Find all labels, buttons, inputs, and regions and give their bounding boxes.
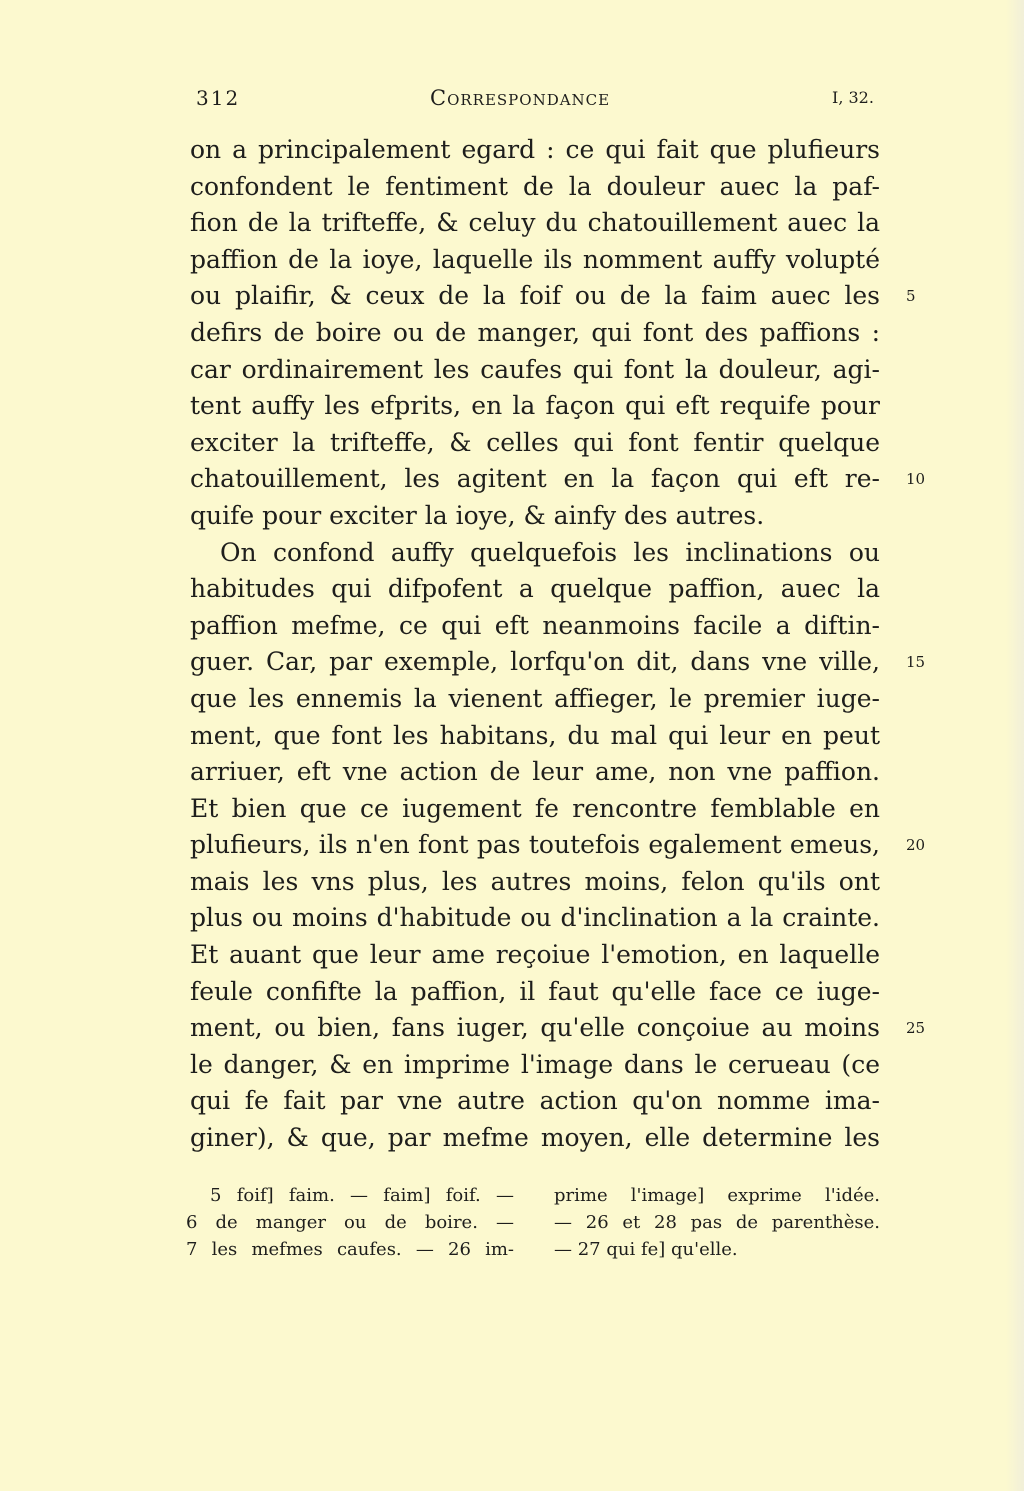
text-line-10 [190,461,926,498]
note-line: — 27 qui fe] qu'elle. [554,1239,738,1260]
line-number-5: 5 [906,287,916,306]
note-line: 5 foif] faim. — faim] foif. — [210,1185,514,1206]
section-reference: I, 32. [832,88,874,107]
note-line: 6 de manger ou de boire. — [186,1212,514,1233]
text-line: plus ou moins d'habitude ou d'inclination a la crainte. [190,903,880,933]
notes-left-column [186,1182,514,1263]
paragraph-start-line: On confond auffy quelquefois les inclinations ou [220,537,880,567]
text-line: qui fe fait par vne autre action qu'on nomme ima- [190,1086,880,1116]
page-edge [1006,0,1024,1491]
text-line: ment, que font les habitans, du mal qui leur en peut [190,720,880,750]
text-line-content: guer. Car, par exemple, lorfqu'on dit, dans vne ville, [190,647,880,677]
text-line-20 [190,827,926,864]
page-header [0,86,1024,116]
text-line-content: ment, ou bien, fans iuger, qu'elle conçoiue au moins [190,1013,880,1043]
text-line: habitudes qui difpofent a quelque paffion, auec la [190,574,880,604]
text-line: Et bien que ce iugement fe rencontre femblable en [190,793,880,823]
text-line: car ordinairement les caufes qui font la douleur, agi- [190,354,880,384]
note-line: — 26 et 28 pas de parenthèse. [554,1212,880,1233]
text-line: defirs de boire ou de manger, qui font des paffions : [190,317,880,347]
body-text [190,132,926,1157]
text-line: paffion mefme, ce qui eft neanmoins facile a diftin- [190,610,880,640]
text-line: giner), & que, par mefme moyen, elle determine les [190,1123,880,1153]
text-line: mais les vns plus, les autres moins, felon qu'ils ont [190,866,880,896]
line-number-25: 25 [906,1019,926,1038]
text-line-25 [190,1010,926,1047]
text-line: que les ennemis la vienent affieger, le premier iuge- [190,683,880,713]
text-line: quife pour exciter la ioye, & ainfy des autres. [190,500,765,530]
text-line: confondent le fentiment de la douleur auec la paf- [190,171,880,201]
text-line-5 [190,278,916,315]
running-title: Correspondance [430,86,611,110]
text-line-content: chatouillement, les agitent en la façon qui eft re- [190,464,880,494]
line-number-15: 15 [906,653,926,672]
text-line: exciter la trifteffe, & celles qui font fentir quelque [190,427,880,457]
text-line: fion de la trifteffe, & celuy du chatouillement auec la [190,208,880,238]
page-number: 312 [196,86,241,110]
text-line-content: plufieurs, ils n'en font pas toutefois egalement emeus, [190,830,880,860]
text-line: feule confifte la paffion, il faut qu'elle face ce iuge- [190,976,880,1006]
text-line: arriuer, eft vne action de leur ame, non vne paffion. [190,757,880,787]
text-line-15 [190,644,926,681]
notes-right-column [554,1182,880,1263]
text-line: paffion de la ioye, laquelle ils nomment auffy volupté [190,244,880,274]
note-line: prime l'image] exprime l'idée. [554,1185,880,1206]
text-line: Et auant que leur ame reçoiue l'emotion, en laquelle [190,940,880,970]
note-line: 7 les mefmes caufes. — 26 im- [186,1239,514,1260]
text-line: le danger, & en imprime l'image dans le cerueau (ce [190,1049,880,1079]
text-line: on a principalement egard : ce qui fait que plufieurs [190,135,880,164]
line-number-10: 10 [906,470,926,489]
text-line-content: ou plaifir, & ceux de la foif ou de la faim auec les [190,281,880,311]
line-number-20: 20 [906,836,926,855]
text-line: tent auffy les efprits, en la façon qui eft requife pour [190,391,880,421]
